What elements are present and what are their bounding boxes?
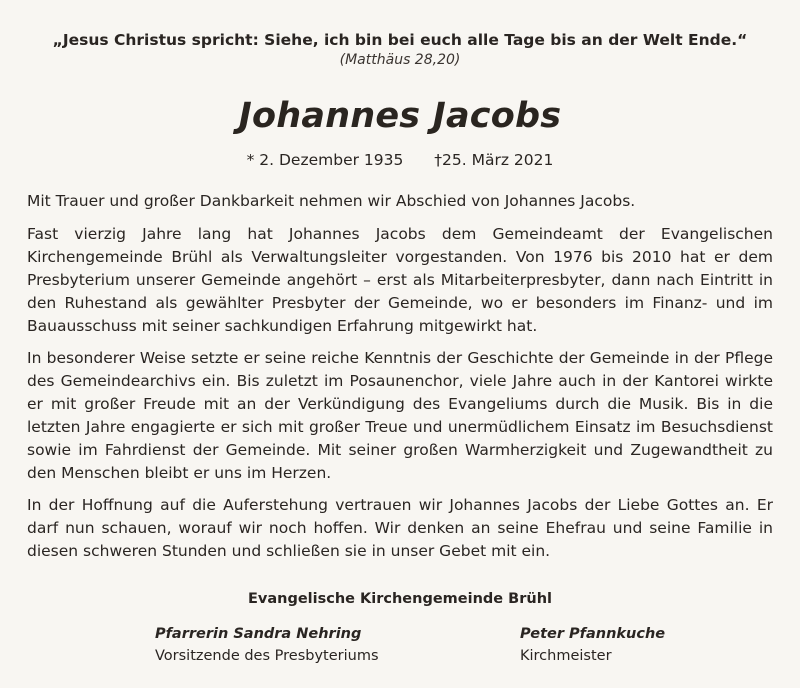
bible-verse: [27, 0, 773, 70]
signer-name: Pfarrerin Sandra Nehring: [155, 626, 362, 642]
obituary-text: [27, 190, 773, 563]
signer-name: Peter Pfannkuche: [520, 626, 666, 642]
paragraph: Fast vierzig Jahre lang hat Johannes Jacobs dem Gemeindeamt der Evangelischen Kirchengemeinde Brühl als Verwaltungsleiter vorgestanden. Von 1976 bis 2010 hat er dem Presbyterium unserer Gemeinde angehört – erst als Mitarbeiterpresbyter, dann nach Eintritt in den Ruhestand als gewählter Presbyter der Gemeinde, wo er besonders im Finanz- und im Bauausschuss mit seiner sachkundigen Erfahrung mitgewirkt hat.: [27, 225, 773, 335]
verse-reference: (Matthäus 28,20): [339, 52, 461, 68]
paragraph: Mit Trauer und großer Dankbarkeit nehmen wir Abschied von Johannes Jacobs.: [27, 192, 636, 210]
congregation-name: Evangelische Kirchengemeinde Brühl: [247, 591, 552, 607]
death-date: †25. März 2021: [434, 151, 554, 169]
deceased-name: Johannes Jacobs: [238, 96, 562, 136]
signer: [520, 623, 665, 667]
birth-date: * 2. Dezember 1935: [246, 151, 404, 169]
life-dates: [27, 150, 773, 170]
paragraph: In der Hoffnung auf die Auferstehung vertrauen wir Johannes Jacobs der Liebe Gottes an. Er darf nun schauen, worauf wir noch hoffen. Wir denken an seine Ehefrau und seine Familie in diesen schweren Stunden und schließen sie in unser Gebet mit ein.: [27, 496, 773, 560]
signer-role: Kirchmeister: [520, 648, 612, 664]
verse-text: „Jesus Christus spricht: Siehe, ich bin bei euch alle Tage bis an der Welt Ende.“: [52, 31, 748, 49]
signer: [155, 623, 379, 667]
signer-role: Vorsitzende des Presbyteriums: [155, 648, 379, 664]
paragraph: In besonderer Weise setzte er seine reiche Kenntnis der Geschichte der Gemeinde in der Pflege des Gemeindearchivs ein. Bis zuletzt im Posaunenchor, viele Jahre auch in der Kantorei wirkte er mit großer Freude mit an der Verkündigung des Evangeliums durch die Musik. Bis in die letzten Jahre engagierte er sich mit großer Treue und unermüdlichem Einsatz im Besuchsdienst sowie im Fahrdienst der Gemeinde. Mit seiner großen Warmherzigkeit und Zugewandtheit zu den Menschen bleibt er uns im Herzen.: [27, 349, 773, 482]
signatures: [27, 623, 773, 683]
